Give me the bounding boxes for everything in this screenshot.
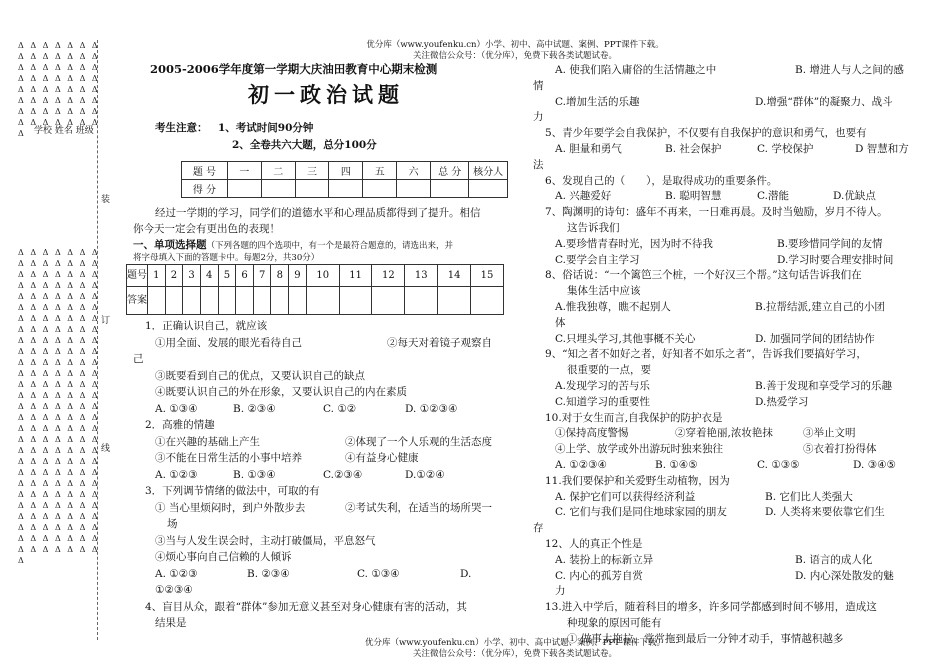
exam-title: 2005-2006学年度第一学期大庆油田教育中心期末检测 bbox=[150, 62, 438, 76]
question-option-row bbox=[133, 450, 508, 467]
score-header-cell: 核分人 bbox=[469, 162, 508, 180]
question-option-row bbox=[533, 553, 913, 569]
question-option: B.拉帮结派,建立自己的小团 bbox=[755, 300, 885, 313]
section-1-desc-2: 将字母填入下面的答题卡中。每题2分，共30分） bbox=[133, 253, 320, 263]
answer-input-cell[interactable] bbox=[253, 287, 271, 315]
question-option: ②体现了一个人乐观的生活态度 bbox=[345, 435, 492, 448]
question-option: A. 保护它们可以获得经济利益 bbox=[555, 490, 696, 503]
question-choice-row bbox=[133, 401, 508, 418]
margin-triangles-top: Δ Δ Δ Δ Δ Δ Δ Δ Δ Δ Δ Δ Δ Δ Δ Δ Δ Δ Δ Δ Δ Δ Δ Δ Δ Δ Δ Δ Δ Δ Δ Δ Δ Δ Δ Δ Δ Δ Δ Δ Δ Δ Δ Δ Δ Δ Δ Δ Δ Δ Δ Δ Δ Δ Δ Δ Δ bbox=[18, 41, 100, 138]
question-option: ②穿着艳丽,浓妆艳抹 bbox=[675, 427, 773, 440]
question-option: D. 人类将来要依靠它们生 bbox=[765, 506, 885, 519]
score-input-cell[interactable] bbox=[295, 180, 329, 198]
answer-card-number: 11 bbox=[339, 265, 372, 287]
score-header-cell: 四 bbox=[329, 162, 363, 180]
question-choice: A. ①②③ bbox=[155, 567, 198, 580]
answer-card-number: 2 bbox=[165, 265, 183, 287]
question-choice: D. ①②③④ bbox=[405, 402, 458, 415]
seal-char-ding: 订 bbox=[101, 316, 111, 326]
answer-input-cell[interactable] bbox=[471, 287, 504, 315]
question-option-row bbox=[533, 300, 913, 316]
score-table-header-row bbox=[182, 162, 508, 180]
question-option: D. 加强同学间的团结协作 bbox=[755, 332, 875, 345]
question-choice: C.潜能 bbox=[757, 190, 789, 203]
question-option: A.发现学习的苦与乐 bbox=[555, 379, 650, 392]
answer-card-number: 14 bbox=[438, 265, 471, 287]
score-input-cell[interactable] bbox=[261, 180, 295, 198]
question-choice: B. 聪明智慧 bbox=[665, 190, 722, 203]
question-option: ①在兴趣的基础上产生 bbox=[155, 435, 260, 448]
question-choice: D. bbox=[460, 567, 472, 580]
binding-line bbox=[97, 40, 98, 640]
question-choice: D. ③④⑤ bbox=[853, 458, 896, 471]
question-option: ① 当心里烦闷时，到户外散步去 bbox=[155, 501, 306, 514]
footer-line-2: 关注微信公众号：（优分库），免费下载各类试题试卷。 bbox=[412, 649, 617, 659]
question-choice: C. ①② bbox=[323, 402, 357, 415]
question-choice: C. ①③④ bbox=[357, 567, 400, 580]
answer-input-cell[interactable] bbox=[271, 287, 289, 315]
notice-label: 考生注意： bbox=[155, 122, 208, 134]
score-header-cell: 一 bbox=[227, 162, 261, 180]
answer-card-number: 4 bbox=[200, 265, 218, 287]
score-input-cell[interactable] bbox=[329, 180, 363, 198]
question-option-row bbox=[533, 569, 913, 585]
question-option-row bbox=[533, 237, 913, 253]
student-info-label: 学校 姓名 班级 bbox=[34, 126, 94, 136]
question-continuation: 体 bbox=[555, 316, 566, 329]
answer-input-cell[interactable] bbox=[306, 287, 339, 315]
question-option: ③当与人发生误会时，主动打破僵局，平息怒气 bbox=[155, 534, 376, 547]
section-1-title: 一、单项选择题 bbox=[133, 239, 207, 251]
answer-input-cell[interactable] bbox=[405, 287, 438, 315]
question-stem: 12、人的真正个性是 bbox=[545, 537, 643, 550]
score-header-cell: 总 分 bbox=[431, 162, 469, 180]
question-option-row bbox=[533, 253, 913, 269]
answer-input-cell[interactable] bbox=[165, 287, 183, 315]
question-option: D.学习时要合理安排时间 bbox=[777, 253, 894, 266]
answer-input-cell[interactable] bbox=[289, 287, 307, 315]
question-choice: B. 社会保护 bbox=[665, 142, 722, 155]
question-option: A. 使我们陷入庸俗的生活情趣之中 bbox=[555, 64, 717, 76]
question-continuation: 情 bbox=[533, 79, 544, 92]
answer-card-number: 10 bbox=[306, 265, 339, 287]
question-stem: 6、发现自己的（ ），是取得成功的重要条件。 bbox=[545, 174, 778, 187]
question-option: B.要珍惜同学间的友情 bbox=[777, 237, 883, 250]
intro-line-1: 经过一学期的学习，同学们的道德水平和心理品质都得到了提升。相信 bbox=[155, 207, 481, 219]
question-option: ①用全面、发展的眼光看待自己 bbox=[155, 336, 302, 349]
question-option: C.知道学习的重要性 bbox=[555, 395, 650, 408]
seal-char-zhuang: 装 bbox=[101, 195, 111, 205]
question-continuation: 很重要的一点，要 bbox=[567, 364, 651, 377]
header-line-2: 关注微信公众号：（优分库），免费下载各类试题试卷。 bbox=[412, 51, 617, 61]
question-choice-row bbox=[533, 458, 913, 474]
question-option: C.要学会自主学习 bbox=[555, 253, 640, 266]
question-choice: C. 学校保护 bbox=[757, 142, 814, 155]
question-option: B. 它们比人类强大 bbox=[765, 490, 853, 503]
question-option: ③举止文明 bbox=[803, 427, 856, 440]
answer-card-number: 15 bbox=[471, 265, 504, 287]
question-option: ②考试失利，在适当的场所哭一 bbox=[345, 501, 492, 514]
question-choice: B. ①③④ bbox=[233, 468, 276, 481]
question-option: ④既要认识自己的外在形象，又要认识自己的内在素质 bbox=[155, 386, 407, 398]
score-header-cell: 题 号 bbox=[182, 162, 228, 180]
answer-input-cell[interactable] bbox=[339, 287, 372, 315]
question-option-row bbox=[533, 442, 913, 458]
question-option: C. 内心的孤芳自赏 bbox=[555, 569, 643, 582]
question-choice: D 智慧和方 bbox=[855, 142, 909, 155]
question-option-row bbox=[533, 63, 913, 79]
question-choice: C. ①③⑤ bbox=[757, 458, 800, 471]
section-1-heading bbox=[133, 237, 453, 252]
question-choice-row bbox=[133, 566, 508, 583]
answer-card-number: 13 bbox=[405, 265, 438, 287]
question-continuation: 这告诉我们 bbox=[567, 221, 620, 234]
question-option: ④烦心事向自己信赖的人倾诉 bbox=[155, 551, 292, 563]
question-continuation: 力 bbox=[533, 111, 544, 124]
question-option: B. 语言的成人化 bbox=[795, 553, 873, 566]
question-choice: D.①②④ bbox=[405, 468, 445, 481]
question-option: D.增强“群体”的凝聚力、战斗 bbox=[755, 95, 893, 108]
question-choice-row bbox=[133, 467, 508, 484]
exam-subject: 初一政治试题 bbox=[248, 82, 404, 107]
score-header-cell: 三 bbox=[295, 162, 329, 180]
question-stem: 11.我们要保护和关爱野生动植物，因为 bbox=[545, 474, 730, 487]
question-option: D. 内心深处散发的魅 bbox=[795, 569, 894, 582]
question-choice: B. ②③④ bbox=[247, 567, 290, 580]
score-input-cell[interactable] bbox=[227, 180, 261, 198]
question-choice: A. ①③④ bbox=[155, 402, 198, 415]
question-option: ③不能在日常生活的小事中培养 bbox=[155, 452, 302, 464]
question-option-row bbox=[533, 332, 913, 348]
question-option: B. 增进人与人之间的感 bbox=[795, 64, 904, 76]
answer-input-cell[interactable] bbox=[236, 287, 254, 315]
question-option: A. 装扮上的标新立异 bbox=[555, 553, 654, 566]
question-continuation: 存 bbox=[533, 522, 544, 535]
question-choice: B. ②③④ bbox=[233, 402, 276, 415]
question-choice: A. 胆量和勇气 bbox=[555, 142, 622, 155]
answer-input-cell[interactable] bbox=[372, 287, 405, 315]
question-option: D.热爱学习 bbox=[755, 395, 809, 408]
question-option: C.只埋头学习,其他事概不关心 bbox=[555, 332, 696, 345]
answer-input-cell[interactable] bbox=[438, 287, 471, 315]
question-option-row bbox=[533, 490, 913, 506]
left-questions bbox=[133, 318, 508, 632]
answer-card-number: 12 bbox=[372, 265, 405, 287]
score-input-cell[interactable] bbox=[469, 180, 508, 198]
score-input-cell[interactable] bbox=[397, 180, 431, 198]
question-choice: D.优缺点 bbox=[833, 190, 876, 203]
question-option-row bbox=[533, 505, 913, 521]
question-continuation: 集体生活中应该 bbox=[567, 285, 641, 298]
answer-card-number: 8 bbox=[271, 265, 289, 287]
score-header-cell: 六 bbox=[397, 162, 431, 180]
question-option: ③既要看到自己的优点，又要认识自己的缺点 bbox=[155, 369, 365, 382]
right-questions bbox=[533, 63, 913, 647]
question-option: A.惟我独尊，瞧不起别人 bbox=[555, 300, 671, 313]
question-option-row bbox=[533, 426, 913, 442]
answer-input-cell[interactable] bbox=[148, 287, 166, 315]
question-option-row bbox=[533, 95, 913, 111]
question-option: ①保持高度警惕 bbox=[555, 427, 629, 440]
score-table-value-row bbox=[182, 180, 508, 198]
seal-char-xian: 线 bbox=[101, 444, 111, 454]
question-stem: 13.进入中学后，随着科目的增多，许多同学都感到时间不够用，造成这 bbox=[545, 601, 877, 614]
question-choice: A. ①②③④ bbox=[555, 458, 607, 471]
question-stem: 4、盲目从众，跟着“群体”参加无意义甚至对身心健康有害的活动，其 bbox=[145, 600, 467, 613]
answer-card-number: 3 bbox=[183, 265, 201, 287]
question-option: ④有益身心健康 bbox=[345, 452, 419, 464]
question-stem: 10.对于女生而言,自我保护的防护衣是 bbox=[545, 411, 723, 424]
question-stem: 2．高雅的情趣 bbox=[145, 419, 215, 431]
header-line-1: 优分库（www.youfenku.cn）小学、初中、高中试题、案例、PPT课件下载。 bbox=[366, 40, 664, 50]
question-stem: 1．正确认识自己，就应该 bbox=[145, 320, 268, 332]
question-option-row bbox=[533, 379, 913, 395]
score-header-cell: 二 bbox=[261, 162, 295, 180]
answer-card-number-row bbox=[127, 265, 504, 287]
score-input-cell[interactable] bbox=[363, 180, 397, 198]
score-table bbox=[181, 161, 508, 198]
question-option: B.善于发现和享受学习的乐趣 bbox=[755, 379, 893, 392]
answer-card-number: 1 bbox=[148, 265, 166, 287]
answer-card-number: 9 bbox=[289, 265, 307, 287]
notice-2: 2、全卷共六大题，总分100分 bbox=[232, 139, 377, 151]
score-row-label: 得 分 bbox=[182, 180, 228, 198]
footer-line-1: 优分库（www.youfenku.cn）小学、初中、高中试题、案例、PPT 课件下载。 bbox=[365, 638, 665, 648]
answer-card-label: 答案 bbox=[127, 287, 148, 315]
question-option: A.要珍惜青春时光，因为时不待我 bbox=[555, 237, 713, 250]
score-header-cell: 五 bbox=[363, 162, 397, 180]
question-choice: B. ①④⑤ bbox=[655, 458, 698, 471]
question-continuation: 法 bbox=[533, 158, 544, 171]
question-option: ① 做事太拖拉，常常拖到最后一分钟才动手，事情越积越多 bbox=[567, 632, 844, 645]
margin-triangles-bottom: Δ Δ Δ Δ Δ Δ Δ Δ Δ Δ Δ Δ Δ Δ Δ Δ Δ Δ Δ Δ Δ Δ Δ Δ Δ Δ Δ Δ Δ Δ Δ Δ Δ Δ Δ Δ Δ Δ Δ Δ Δ Δ Δ Δ Δ Δ Δ Δ Δ Δ Δ Δ Δ Δ Δ Δ Δ Δ Δ Δ Δ Δ Δ Δ Δ Δ Δ Δ Δ Δ Δ Δ Δ Δ Δ Δ Δ Δ Δ Δ Δ Δ Δ Δ Δ Δ Δ Δ Δ Δ Δ Δ Δ Δ Δ Δ Δ Δ Δ Δ Δ Δ Δ Δ Δ Δ Δ Δ Δ Δ Δ Δ Δ Δ Δ Δ Δ Δ Δ Δ Δ Δ Δ Δ Δ Δ Δ Δ Δ Δ Δ Δ Δ Δ Δ Δ Δ Δ Δ Δ Δ Δ Δ Δ Δ Δ Δ Δ Δ Δ Δ Δ Δ Δ Δ Δ Δ Δ Δ Δ Δ Δ Δ Δ Δ Δ Δ Δ Δ Δ Δ Δ Δ Δ Δ Δ Δ Δ Δ Δ Δ Δ Δ Δ Δ Δ Δ Δ Δ Δ Δ Δ Δ Δ Δ Δ Δ bbox=[18, 248, 100, 565]
question-option: ⑤衣着打扮得体 bbox=[803, 443, 877, 456]
question-continuation: 种现象的原因可能有 bbox=[567, 616, 662, 629]
answer-input-cell[interactable] bbox=[200, 287, 218, 315]
answer-input-cell[interactable] bbox=[218, 287, 236, 315]
question-option-row bbox=[133, 335, 508, 352]
question-stem: 5、青少年要学会自我保护，不仅要有自我保护的意识和勇气，也要有 bbox=[545, 127, 867, 140]
question-option-row bbox=[133, 434, 508, 451]
question-stem: 7、陶渊明的诗句：盛年不再来，一日难再晨。及时当勉励，岁月不待人。 bbox=[545, 206, 888, 219]
section-1-desc-1: （下列各题的四个选项中，有一个是最符合题意的，请选出来，并 bbox=[206, 241, 454, 251]
question-choice-row bbox=[533, 189, 913, 205]
question-option: C. 它们与我们是同住地球家园的朋友 bbox=[555, 506, 727, 519]
score-input-cell[interactable] bbox=[431, 180, 469, 198]
question-continuation: 场 bbox=[167, 518, 178, 530]
question-choice-row bbox=[533, 142, 913, 158]
question-choice: C.②③④ bbox=[323, 468, 363, 481]
question-option-row bbox=[533, 395, 913, 411]
question-stem: 9、“知之者不如好之者，好知者不如乐之者”，告诉我们要搞好学习， bbox=[545, 348, 867, 361]
answer-card-label: 题号 bbox=[127, 265, 148, 287]
intro-line-2: 你今天一定会有更出色的表现！ bbox=[133, 223, 280, 235]
question-continuation: 力 bbox=[555, 585, 566, 598]
question-stem: 3．下列调节情绪的做法中，可取的有 bbox=[145, 485, 320, 497]
answer-card-number: 5 bbox=[218, 265, 236, 287]
notice-1: 1、考试时间90分钟 bbox=[218, 122, 314, 134]
question-continuation: 己 bbox=[133, 353, 144, 365]
answer-input-cell[interactable] bbox=[183, 287, 201, 315]
question-continuation: 结果是 bbox=[155, 617, 187, 629]
answer-card-number: 6 bbox=[236, 265, 254, 287]
answer-card bbox=[126, 264, 504, 315]
answer-card-number: 7 bbox=[253, 265, 271, 287]
answer-card-answer-row bbox=[127, 287, 504, 315]
question-continuation: ①②③④ bbox=[155, 584, 193, 596]
question-option: C.增加生活的乐趣 bbox=[555, 95, 640, 108]
question-option-row bbox=[133, 500, 508, 517]
question-option: ④上学、放学或外出游玩时独来独往 bbox=[555, 443, 723, 456]
question-choice: A. 兴趣爱好 bbox=[555, 190, 612, 203]
question-choice: A. ①②③ bbox=[155, 468, 198, 481]
question-stem: 8、俗话说：“一个篱笆三个桩，一个好汉三个帮。”这句话告诉我们在 bbox=[545, 269, 862, 282]
question-option: ②每天对着镜子观察自 bbox=[387, 336, 492, 349]
